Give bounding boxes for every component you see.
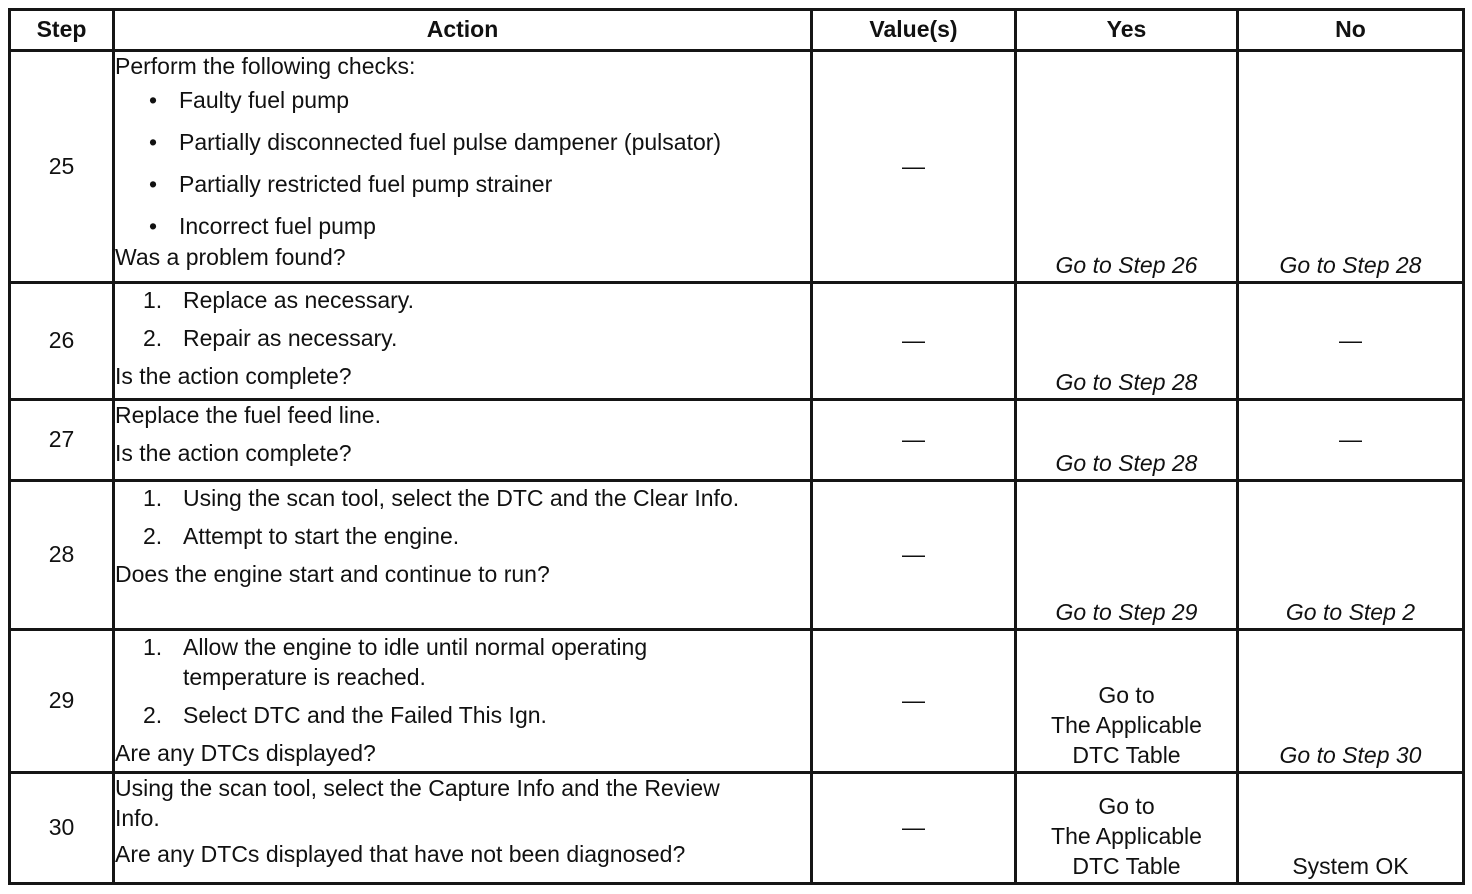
header-values: Value(s) (812, 10, 1016, 51)
action-question: Are any DTCs displayed? (115, 739, 376, 766)
yes-line: DTC Table (1072, 853, 1181, 880)
yes-cell: Go to Step 28 (1016, 283, 1238, 400)
step-item-text: Using the scan tool, select the DTC and the Clear Info. (183, 485, 740, 511)
yes-cell: Go to Step 28 (1016, 400, 1238, 481)
step-item-text: Repair as necessary. (183, 324, 398, 351)
table-row (10, 283, 1464, 400)
yes-cell (1016, 773, 1238, 884)
step-item-number: 2. (143, 324, 163, 351)
yes-cell: Go to Step 26 (1016, 51, 1238, 283)
action-question: Is the action complete? (115, 439, 352, 466)
step-number: 26 (10, 283, 114, 400)
step-item (143, 324, 810, 354)
yes-line: The Applicable (1051, 823, 1202, 850)
step-item (143, 633, 810, 693)
step-number: 25 (10, 51, 114, 283)
value-cell (812, 51, 1016, 283)
step-list (143, 286, 810, 354)
action-question: Is the action complete? (115, 362, 352, 389)
yes-line: Go to (1098, 793, 1155, 820)
no-cell (1238, 283, 1464, 400)
no-cell: Go to Step 2 (1238, 481, 1464, 630)
step-number: 29 (10, 630, 114, 773)
step-item-number: 2. (143, 522, 163, 549)
check-item: • Partially restricted fuel pump strainer (149, 170, 810, 200)
step-item-number: 1. (143, 287, 163, 313)
step-item-number: 1. (143, 634, 163, 660)
yes-cell (1016, 630, 1238, 773)
action-cell (114, 630, 812, 773)
table-row (10, 773, 1464, 884)
no-cell (1238, 400, 1464, 481)
value-cell (812, 400, 1016, 481)
step-item (143, 522, 810, 552)
no-dash: — (1339, 327, 1362, 354)
check-item: • Partially disconnected fuel pulse dampener (pulsator) (149, 128, 810, 158)
check-item: • Incorrect fuel pump (149, 212, 810, 242)
header-step: Step (10, 10, 114, 51)
value-dash: — (902, 541, 925, 568)
table-row (10, 400, 1464, 481)
value-dash: — (902, 814, 925, 841)
step-item-text: Select DTC and the Failed This Ign. (183, 701, 547, 728)
action-intro: Replace the fuel feed line. (115, 402, 381, 428)
action-cell (114, 400, 812, 481)
action-intro: Perform the following checks: (115, 53, 416, 79)
action-question: Was a problem found? (115, 244, 346, 271)
step-number: 28 (10, 481, 114, 630)
check-item: • Faulty fuel pump (149, 86, 810, 116)
step-item (143, 701, 810, 731)
value-dash: — (902, 327, 925, 354)
diagnostic-table (8, 8, 1465, 885)
value-dash: — (902, 687, 925, 714)
header-row (10, 10, 1464, 51)
value-cell (812, 773, 1016, 884)
no-dash: — (1339, 426, 1362, 453)
no-cell: System OK (1238, 773, 1464, 884)
table-row (10, 630, 1464, 773)
value-dash: — (902, 152, 925, 179)
action-cell (114, 51, 812, 283)
action-intro: Using the scan tool, select the Capture Info and the Review Info. (115, 775, 720, 831)
action-question: Does the engine start and continue to run? (115, 560, 550, 587)
yes-line: DTC Table (1072, 742, 1181, 769)
no-cell: Go to Step 30 (1238, 630, 1464, 773)
action-cell (114, 283, 812, 400)
yes-cell: Go to Step 29 (1016, 481, 1238, 630)
step-item (143, 286, 810, 316)
yes-line: The Applicable (1051, 712, 1202, 739)
step-item-text: Allow the engine to idle until normal operating temperature is reached. (183, 634, 648, 690)
table-row (10, 481, 1464, 630)
step-number: 27 (10, 400, 114, 481)
step-item (143, 484, 810, 514)
table-row (10, 51, 1464, 283)
step-item-number: 1. (143, 485, 163, 511)
no-cell: Go to Step 28 (1238, 51, 1464, 283)
action-cell (114, 481, 812, 630)
step-item-text: Attempt to start the engine. (183, 522, 460, 549)
step-item-text: Replace as necessary. (183, 287, 414, 313)
value-cell (812, 481, 1016, 630)
yes-line: Go to (1098, 682, 1155, 709)
step-list (143, 484, 810, 552)
step-item-number: 2. (143, 701, 163, 728)
step-number: 30 (10, 773, 114, 884)
value-dash: — (902, 426, 925, 453)
value-cell (812, 630, 1016, 773)
step-list (143, 633, 810, 731)
header-yes: Yes (1016, 10, 1238, 51)
header-no: No (1238, 10, 1464, 51)
action-cell (114, 773, 812, 884)
check-list (149, 86, 810, 242)
value-cell (812, 283, 1016, 400)
action-question: Are any DTCs displayed that have not been diagnosed? (115, 840, 686, 867)
header-action: Action (114, 10, 812, 51)
